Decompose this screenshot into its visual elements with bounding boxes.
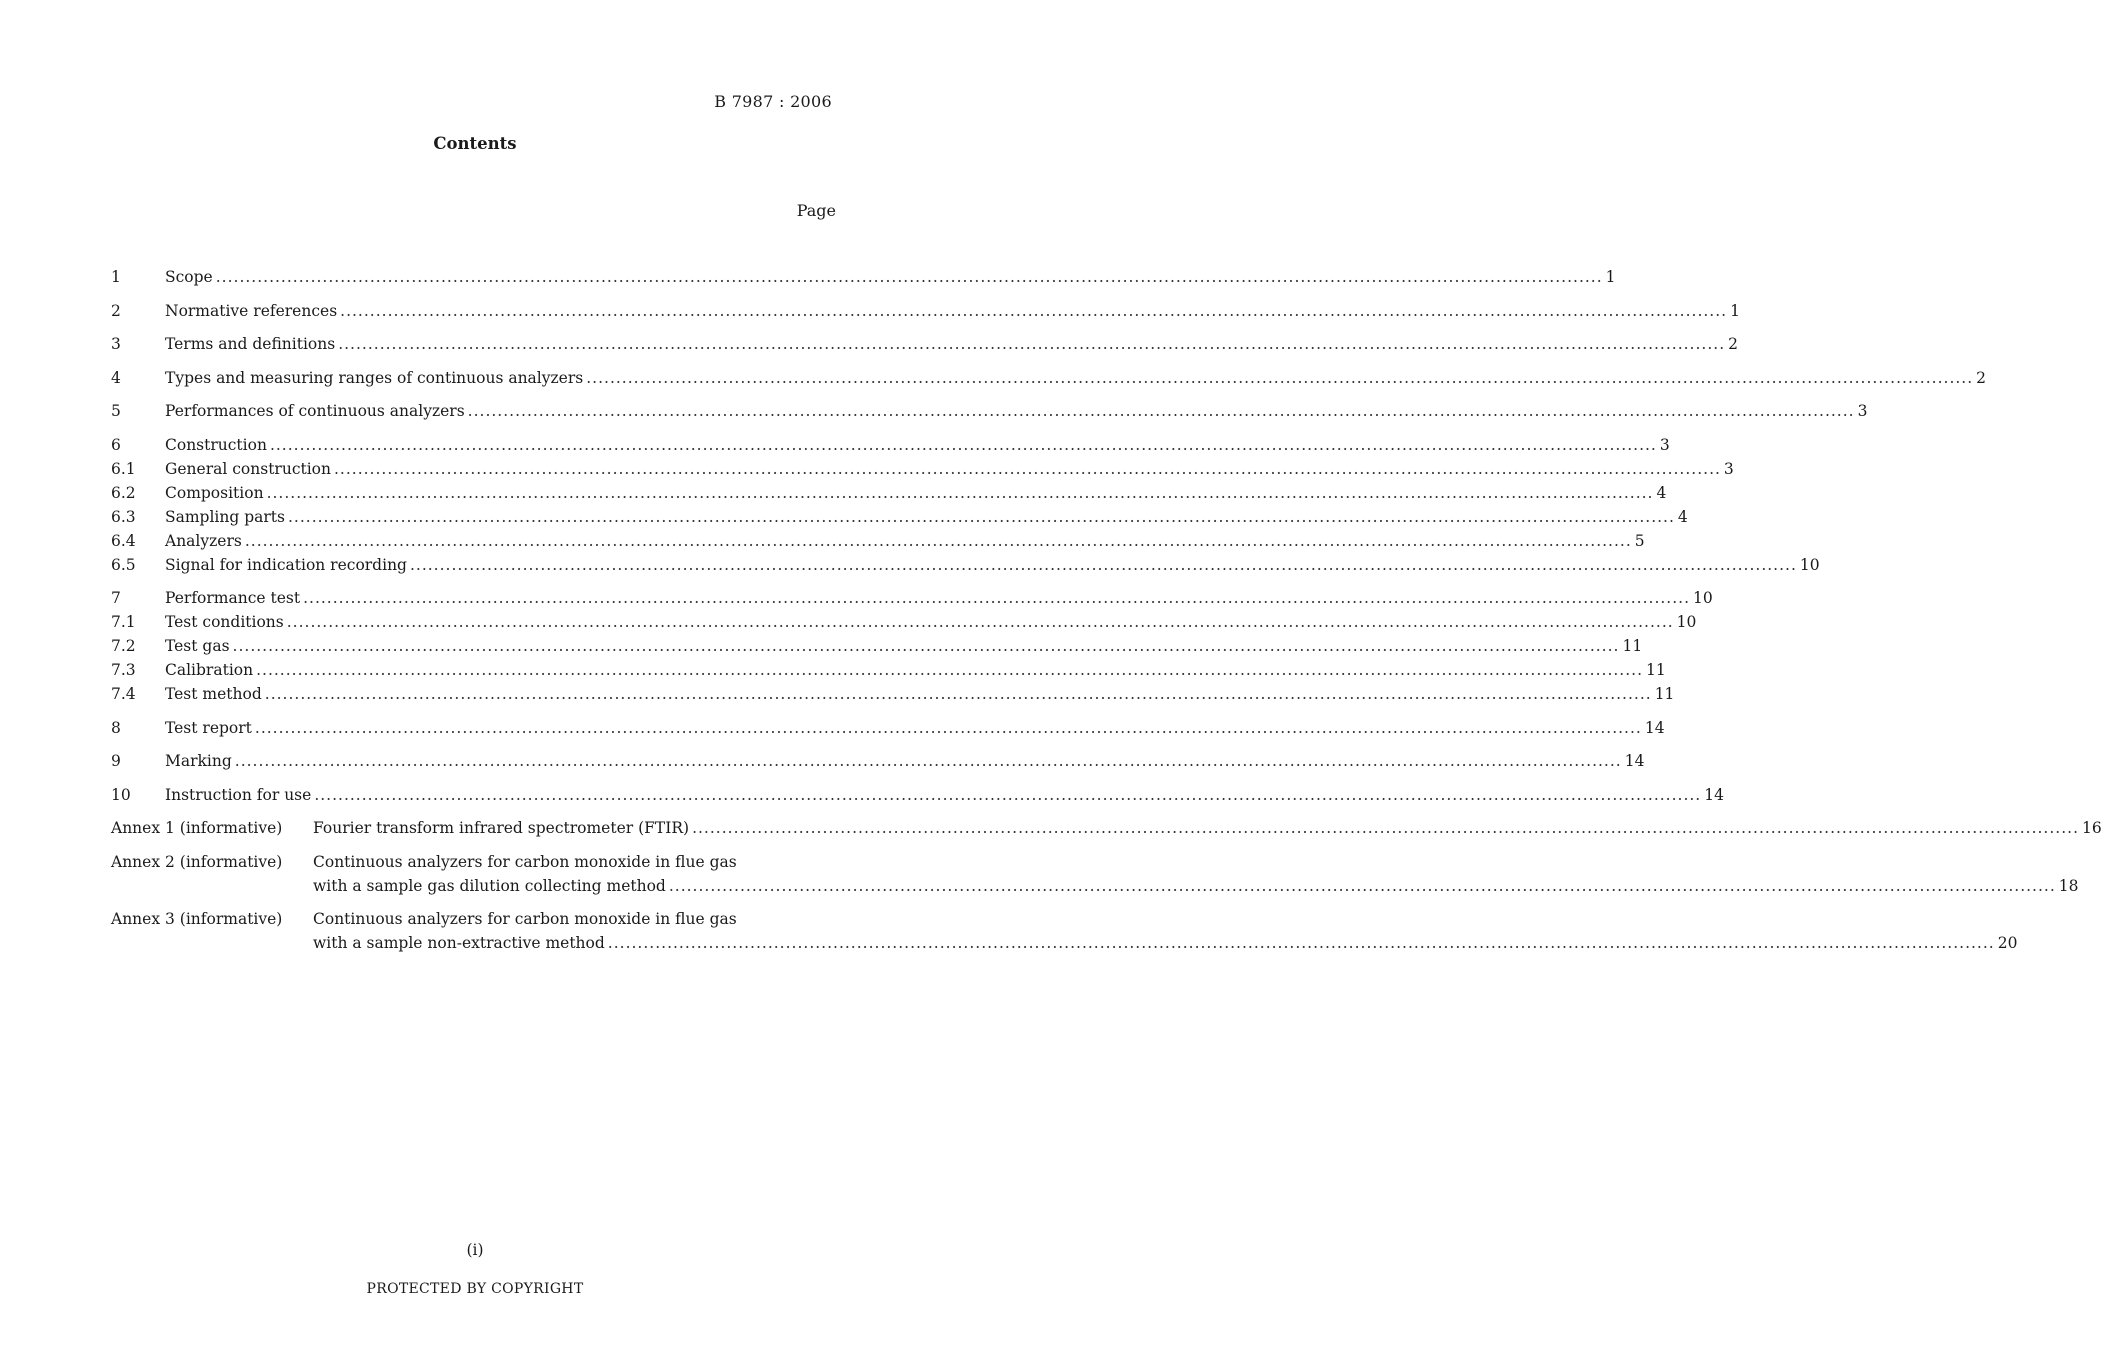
toc-entry-page: 14 [1644,718,1665,737]
toc-group [111,716,1665,740]
toc-entry-page: 5 [1634,531,1645,550]
toc-entry-number: 6.5 [111,555,136,574]
annex-title-line: with a sample gas dilution collecting method [313,876,666,895]
toc-entry-title: Terms and definitions [165,335,336,353]
annex-label: Annex 2 (informative) [111,852,283,871]
annex-entry [111,850,2079,898]
toc-entry [111,299,1740,323]
annex-title-line: Continuous analyzers for carbon monoxide in flue gas [313,852,737,871]
toc-entry-page: 14 [1704,785,1724,804]
toc-entry-number: 5 [111,402,121,420]
toc-entry-title: Test method [165,685,262,703]
toc-entry [111,783,1724,807]
toc-entry-page: 3 [1723,459,1734,478]
dot-leader [410,553,1797,577]
toc-entry [111,634,1643,658]
toc-entry-page: 10 [1693,589,1713,607]
toc-entry [111,529,1645,553]
toc-group [111,749,1645,773]
toc-entry [111,265,1616,289]
table-of-contents [111,265,2102,965]
toc-entry-title: Types and measuring ranges of continuous analyzers [165,368,584,387]
toc-entry-title: Analyzers [165,531,242,550]
toc-group [111,299,1740,323]
toc-entry-number: 7.2 [111,637,136,655]
toc-entry-number: 7.1 [111,613,136,631]
dot-leader [256,658,1643,682]
toc-entry [111,505,1688,529]
annex-page: 20 [1997,934,2018,952]
toc-entry-page: 4 [1656,483,1667,502]
dot-leader [270,433,1657,457]
toc-entry-title: Signal for indication recording [165,555,407,574]
dot-leader [287,610,1674,634]
toc-entry-page: 3 [1659,435,1670,454]
toc-entry [111,586,1713,610]
toc-entry-page: 14 [1624,752,1645,770]
toc-entry [111,682,1675,706]
dot-leader [267,481,1654,505]
dot-leader [692,816,2079,840]
annex-entry [111,907,2018,955]
toc-entry-title: General construction [165,459,331,478]
toc-entry-number: 1 [111,268,121,286]
toc-entry-title: Calibration [165,661,254,679]
toc-entry-number: 7.3 [111,661,136,679]
toc-entry-number: 10 [111,785,131,804]
toc-entry-title: Normative references [165,301,338,320]
annex-entry [111,816,2102,840]
toc-entry-page: 1 [1730,301,1740,320]
dot-leader [245,529,1632,553]
toc-entry [111,457,1734,481]
toc-entry-title: Construction [165,435,267,454]
toc-entry-number: 6.2 [111,483,136,502]
toc-group [111,332,1738,356]
toc-entry-number: 2 [111,301,121,320]
toc-entry-number: 7 [111,589,121,607]
toc-entry-title: Marking [165,752,232,770]
page-column-label: Page [796,201,836,220]
dot-leader [265,682,1652,706]
toc-entry-number: 9 [111,752,121,770]
annex-page: 18 [2058,876,2079,895]
standard-number: B 7987 : 2006 [714,92,832,111]
dot-leader [303,586,1690,610]
toc-group [111,399,1868,423]
toc-entry-title: Instruction for use [165,785,312,804]
toc-entry [111,332,1738,356]
dot-leader [669,874,2056,898]
toc-entry-page: 1 [1605,268,1616,286]
annex-title-line: Fourier transform infrared spectrometer (FTIR) [313,819,690,837]
toc-entry-page: 4 [1677,507,1688,526]
toc-group [111,783,1724,807]
toc-entry-title: Test report [165,718,252,737]
dot-leader [468,399,1855,423]
toc-entry-page: 10 [1799,555,1820,574]
dot-leader [338,332,1725,356]
annex-label: Annex 1 (informative) [111,819,283,837]
toc-entry [111,366,1987,390]
annex-page: 16 [2082,819,2102,837]
toc-entry [111,610,1697,634]
annex-title-line: Continuous analyzers for carbon monoxide in flue gas [313,910,737,928]
dot-leader [340,299,1727,323]
dot-leader [235,749,1622,773]
toc-entry-title: Test conditions [165,613,284,631]
toc-entry-number: 6 [111,435,121,454]
toc-entry [111,553,1820,577]
toc-entry-page: 11 [1622,637,1643,655]
toc-entry-number: 6.4 [111,531,136,550]
copyright-notice: PROTECTED BY COPYRIGHT [366,1281,584,1297]
toc-entry [111,399,1868,423]
page-title: Contents [433,134,517,153]
toc-entry-title: Performances of continuous analyzers [165,402,465,420]
toc-entry-page: 2 [1728,335,1738,353]
toc-entry-page: 3 [1857,402,1868,420]
toc-entry-number: 8 [111,718,121,737]
toc-entry-title: Test gas [165,637,230,655]
toc-entry-number: 7.4 [111,685,136,703]
toc-entry [111,433,1670,457]
toc-group [111,366,1987,390]
dot-leader [216,265,1603,289]
toc-entry-number: 6.1 [111,459,136,478]
toc-group [111,586,1713,706]
dot-leader [334,457,1721,481]
annex-label: Annex 3 (informative) [111,910,283,928]
toc-entry-title: Performance test [165,589,301,607]
toc-entry [111,716,1665,740]
toc-entry [111,481,1667,505]
dot-leader [608,931,1995,955]
toc-entry-page: 11 [1654,685,1675,703]
dot-leader [586,366,1973,390]
dot-leader [233,634,1620,658]
toc-entry [111,658,1666,682]
toc-entry-title: Sampling parts [165,507,285,526]
page-number: (i) [466,1241,484,1259]
toc-entry-title: Scope [165,268,213,286]
toc-entry-title: Composition [165,483,264,502]
toc-entry-number: 3 [111,335,121,353]
toc-entry-page: 11 [1646,661,1666,679]
toc-group [111,265,1616,289]
toc-entry-page: 10 [1676,613,1697,631]
toc-entry-number: 4 [111,368,121,387]
dot-leader [314,783,1701,807]
dot-leader [255,716,1642,740]
toc-entry [111,749,1645,773]
annex-title-line: with a sample non-extractive method [313,934,605,952]
toc-entry-page: 2 [1976,368,1987,387]
toc-entry-number: 6.3 [111,507,136,526]
dot-leader [288,505,1675,529]
toc-group [111,433,1820,577]
